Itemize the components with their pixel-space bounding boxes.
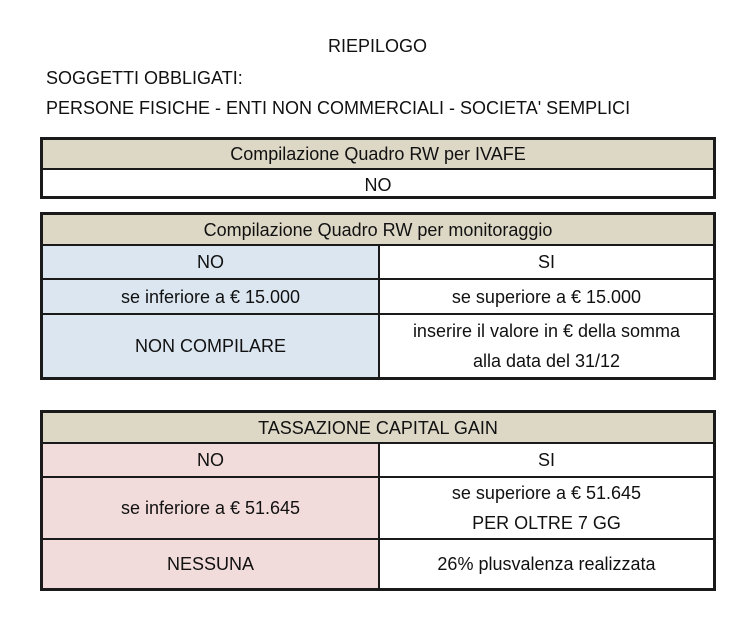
monitoraggio-choice-row — [43, 244, 713, 278]
monitoraggio-si-action — [380, 315, 713, 377]
capital-gain-choice-row — [43, 442, 713, 476]
monitoraggio-header-row — [43, 215, 713, 244]
monitoraggio-si-action-line1: inserire il valore in € della somma — [412, 321, 681, 341]
ivafe-table — [40, 137, 716, 199]
subjects-list: PERSONE FISICHE - ENTI NON COMMERCIALI - SOCIETA' SEMPLICI — [46, 98, 631, 118]
monitoraggio-condition-row — [43, 278, 713, 313]
monitoraggio-no-condition: se inferiore a € 15.000 — [43, 280, 380, 313]
capital-gain-si-result: 26% plusvalenza realizzata — [437, 554, 656, 574]
capital-gain-condition-row — [43, 476, 713, 538]
page-title: RIEPILOGO — [327, 36, 428, 56]
ivafe-value-row — [43, 168, 713, 200]
capital-gain-si-condition — [380, 478, 713, 538]
capital-gain-header-row — [43, 413, 713, 442]
capital-gain-no-result: NESSUNA — [43, 540, 380, 588]
capital-gain-result-row — [43, 538, 713, 588]
capital-gain-si-condition-line1: se superiore a € 51.645 — [451, 483, 642, 503]
capital-gain-no: NO — [43, 444, 380, 476]
capital-gain-si: SI — [537, 450, 555, 470]
capital-gain-si-condition-line2: PER OLTRE 7 GG — [472, 513, 621, 533]
capital-gain-no-condition: se inferiore a € 51.645 — [43, 478, 380, 538]
capital-gain-header: TASSAZIONE CAPITAL GAIN — [258, 417, 498, 438]
ivafe-header: Compilazione Quadro RW per IVAFE — [230, 144, 526, 164]
ivafe-header-row — [43, 140, 713, 168]
capital-gain-table — [40, 410, 716, 591]
monitoraggio-si-action-line2: alla data del 31/12 — [472, 351, 621, 371]
monitoraggio-table — [40, 212, 716, 380]
monitoraggio-no-action: NON COMPILARE — [43, 315, 380, 377]
monitoraggio-action-row — [43, 313, 713, 377]
monitoraggio-si-condition: se superiore a € 15.000 — [451, 286, 642, 307]
monitoraggio-header: Compilazione Quadro RW per monitoraggio — [203, 219, 553, 240]
ivafe-value: NO — [364, 175, 392, 195]
subjects-label: SOGGETTI OBBLIGATI: — [46, 68, 243, 88]
monitoraggio-si: SI — [537, 252, 555, 272]
monitoraggio-no: NO — [43, 246, 380, 278]
